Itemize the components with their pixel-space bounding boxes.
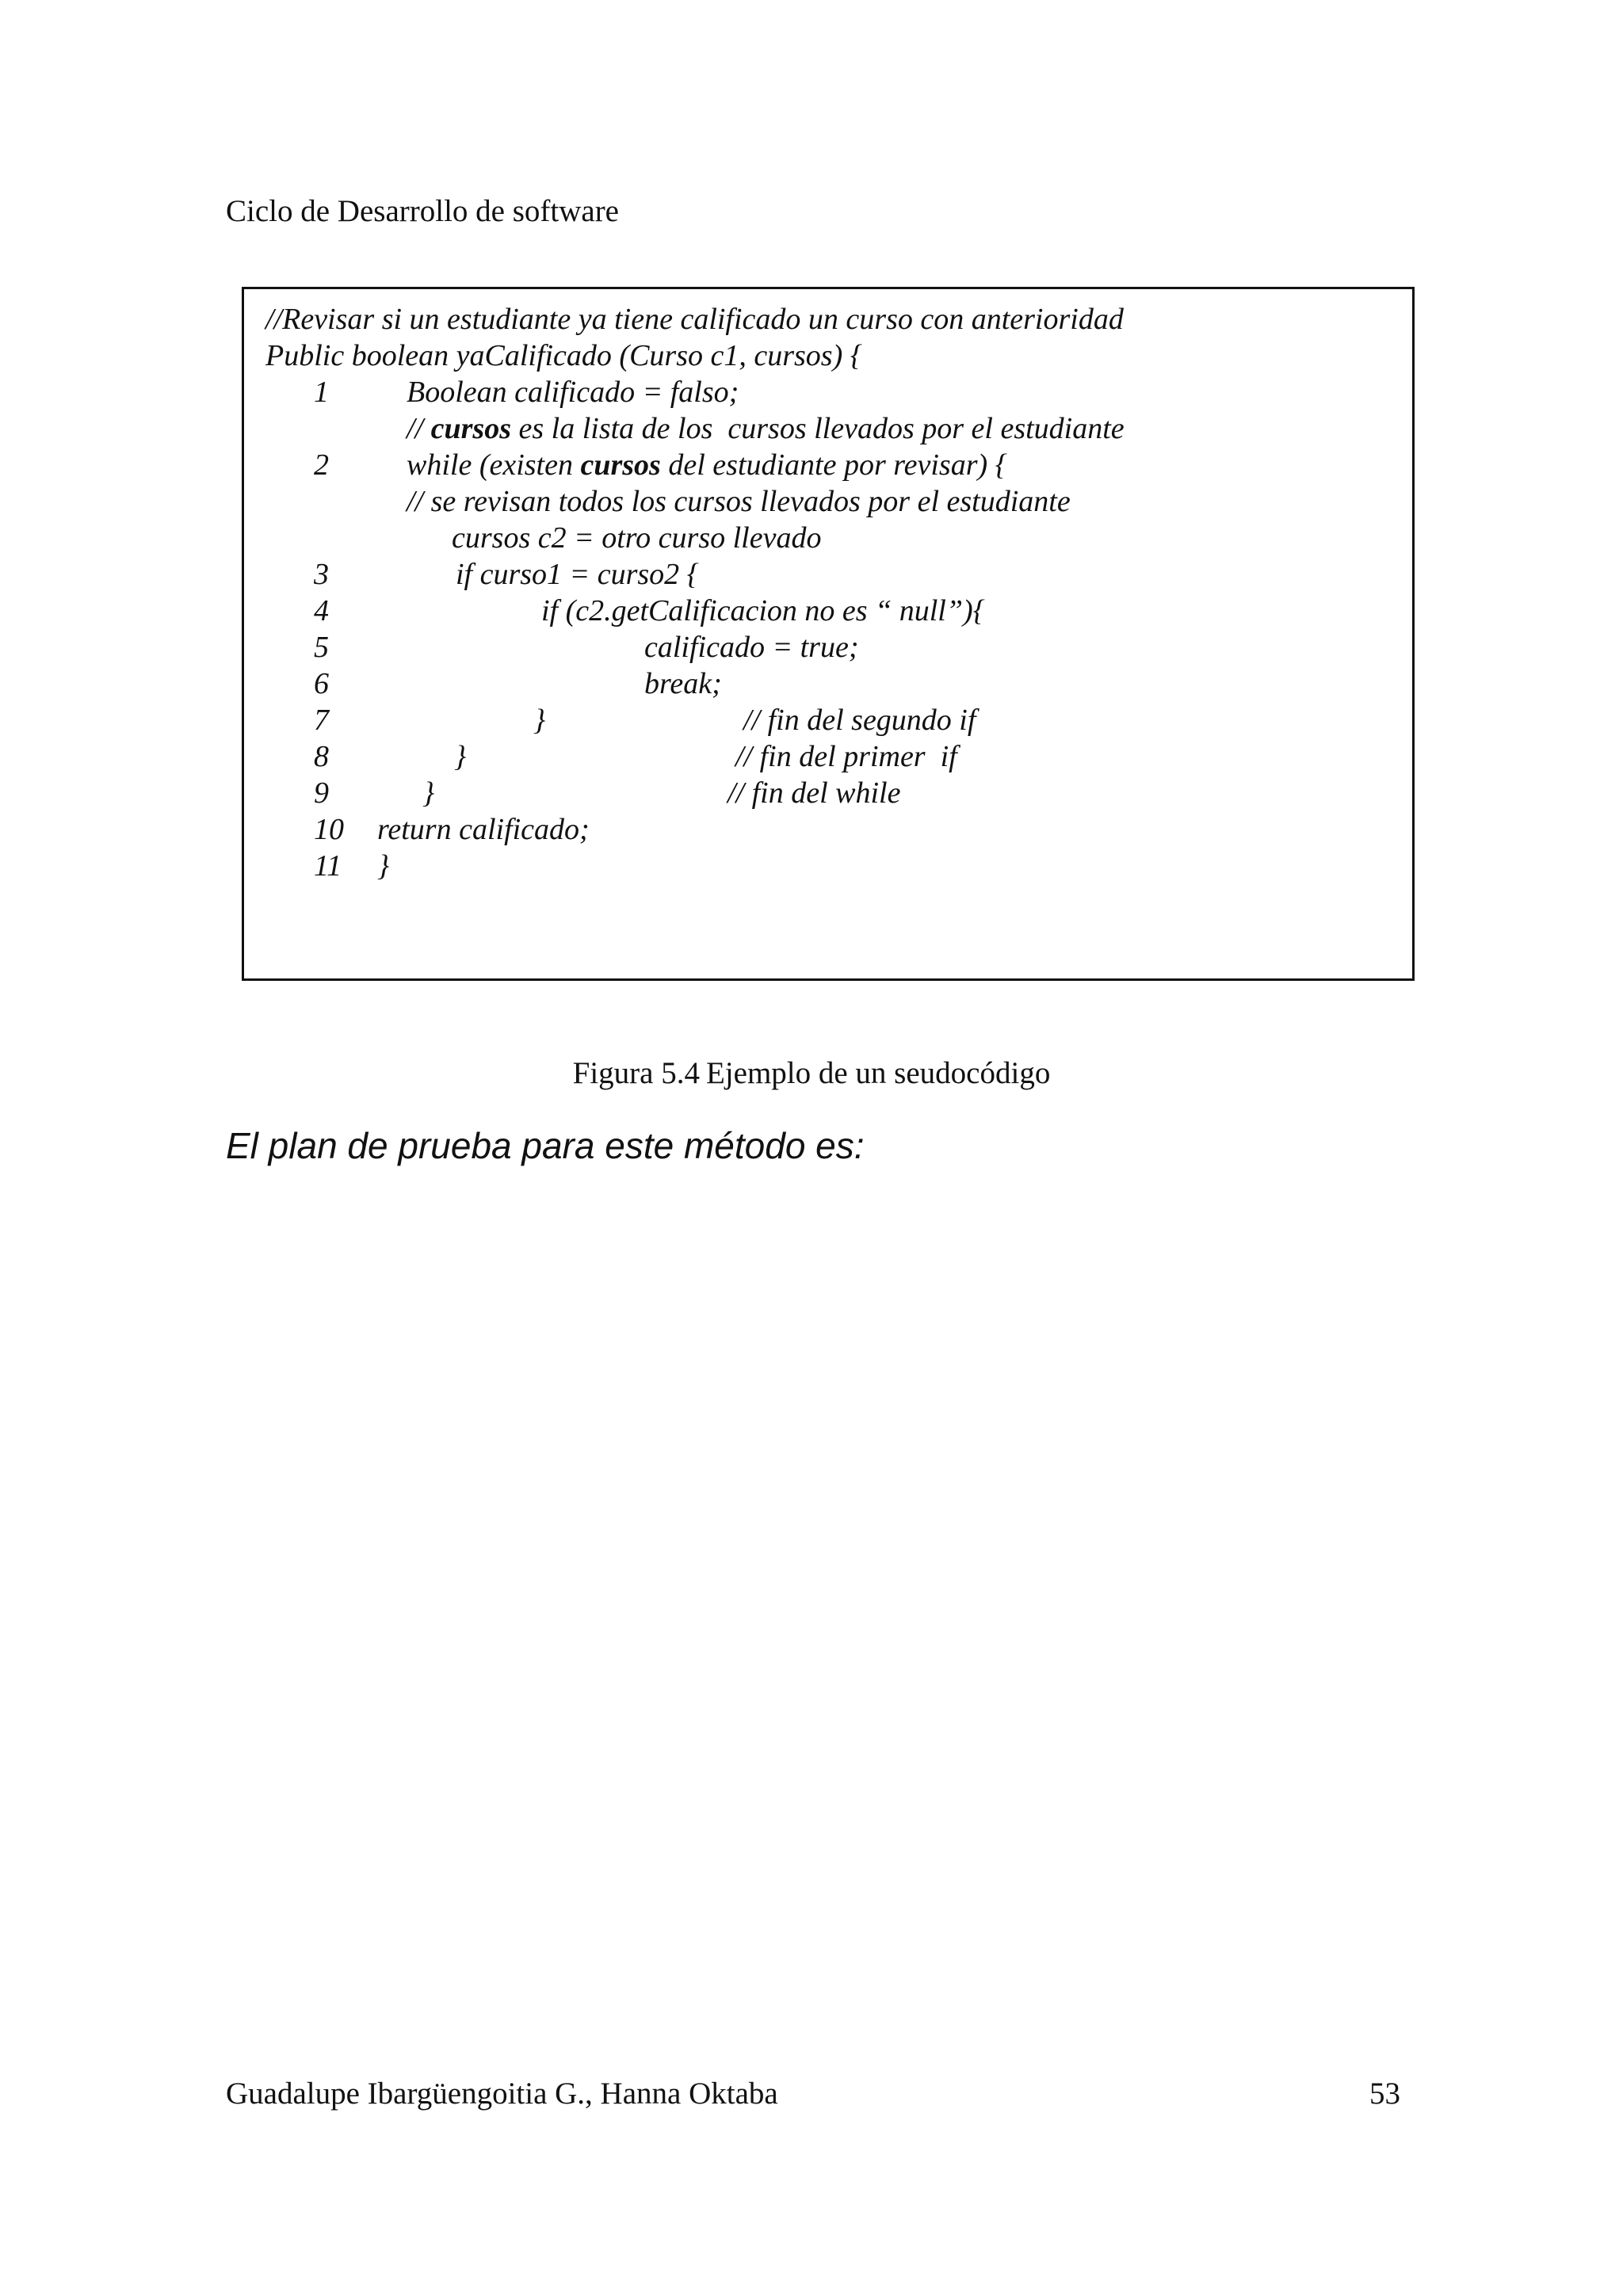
code-line: return calificado; — [377, 813, 590, 846]
code-line: if (c2.getCalificacion no es “ null”){ — [541, 594, 985, 627]
code-line: break; — [644, 667, 722, 700]
figure-caption-text: Ejemplo de un seudocódigo — [705, 1056, 1051, 1090]
code-brace: } — [454, 740, 467, 773]
code-line: Boolean calificado = falso; — [407, 376, 739, 409]
code-line: // se revisan todos los cursos llevados por el estudiante — [407, 485, 1071, 518]
code-brace: } — [422, 776, 435, 810]
line-number: 8 — [314, 740, 329, 773]
code-keyword-cursos: cursos — [580, 448, 661, 482]
line-number: 4 — [314, 594, 329, 627]
code-comment: // fin del segundo if — [743, 704, 976, 737]
line-number: 9 — [314, 776, 329, 810]
code-text: while (existen — [407, 448, 581, 482]
code-comment: // fin del while — [727, 776, 901, 810]
section-intro: El plan de prueba para este método es: — [226, 1125, 865, 1166]
line-number: 1 — [314, 376, 329, 409]
pseudocode-box — [242, 287, 1415, 981]
page-number: 53 — [1369, 2077, 1400, 2111]
line-number: 7 — [314, 704, 329, 737]
line-number: 2 — [314, 448, 329, 482]
code-comment: // fin del primer if — [735, 740, 957, 773]
code-brace: } — [377, 849, 390, 883]
code-line-cursos-comment — [407, 410, 1125, 447]
code-comment-header: //Revisar si un estudiante ya tiene calificado un curso con anterioridad — [265, 303, 1124, 336]
line-number: 10 — [314, 813, 344, 846]
figure-label: Figura 5.4 — [572, 1056, 700, 1090]
code-line: if curso1 = curso2 { — [456, 558, 699, 591]
code-text: del estudiante por revisar) { — [660, 448, 1007, 482]
line-number: 6 — [314, 667, 329, 700]
code-signature: Public boolean yaCalificado (Curso c1, cursos) { — [265, 339, 862, 372]
code-line-while — [407, 447, 1007, 483]
footer-authors: Guadalupe Ibargüengoitia G., Hanna Oktaba — [226, 2077, 778, 2111]
code-line: calificado = true; — [644, 631, 859, 664]
code-text: es la lista de los cursos llevados por el estudiante — [511, 412, 1125, 445]
code-brace: } — [533, 704, 546, 737]
line-number: 3 — [314, 558, 329, 591]
code-text: // — [407, 412, 431, 445]
figure-caption — [0, 1054, 1623, 1093]
line-number: 5 — [314, 631, 329, 664]
code-keyword-cursos: cursos — [430, 412, 511, 445]
line-number: 11 — [314, 849, 342, 883]
code-line: cursos c2 = otro curso llevado — [452, 521, 822, 555]
page-header-title: Ciclo de Desarrollo de software — [226, 194, 619, 228]
